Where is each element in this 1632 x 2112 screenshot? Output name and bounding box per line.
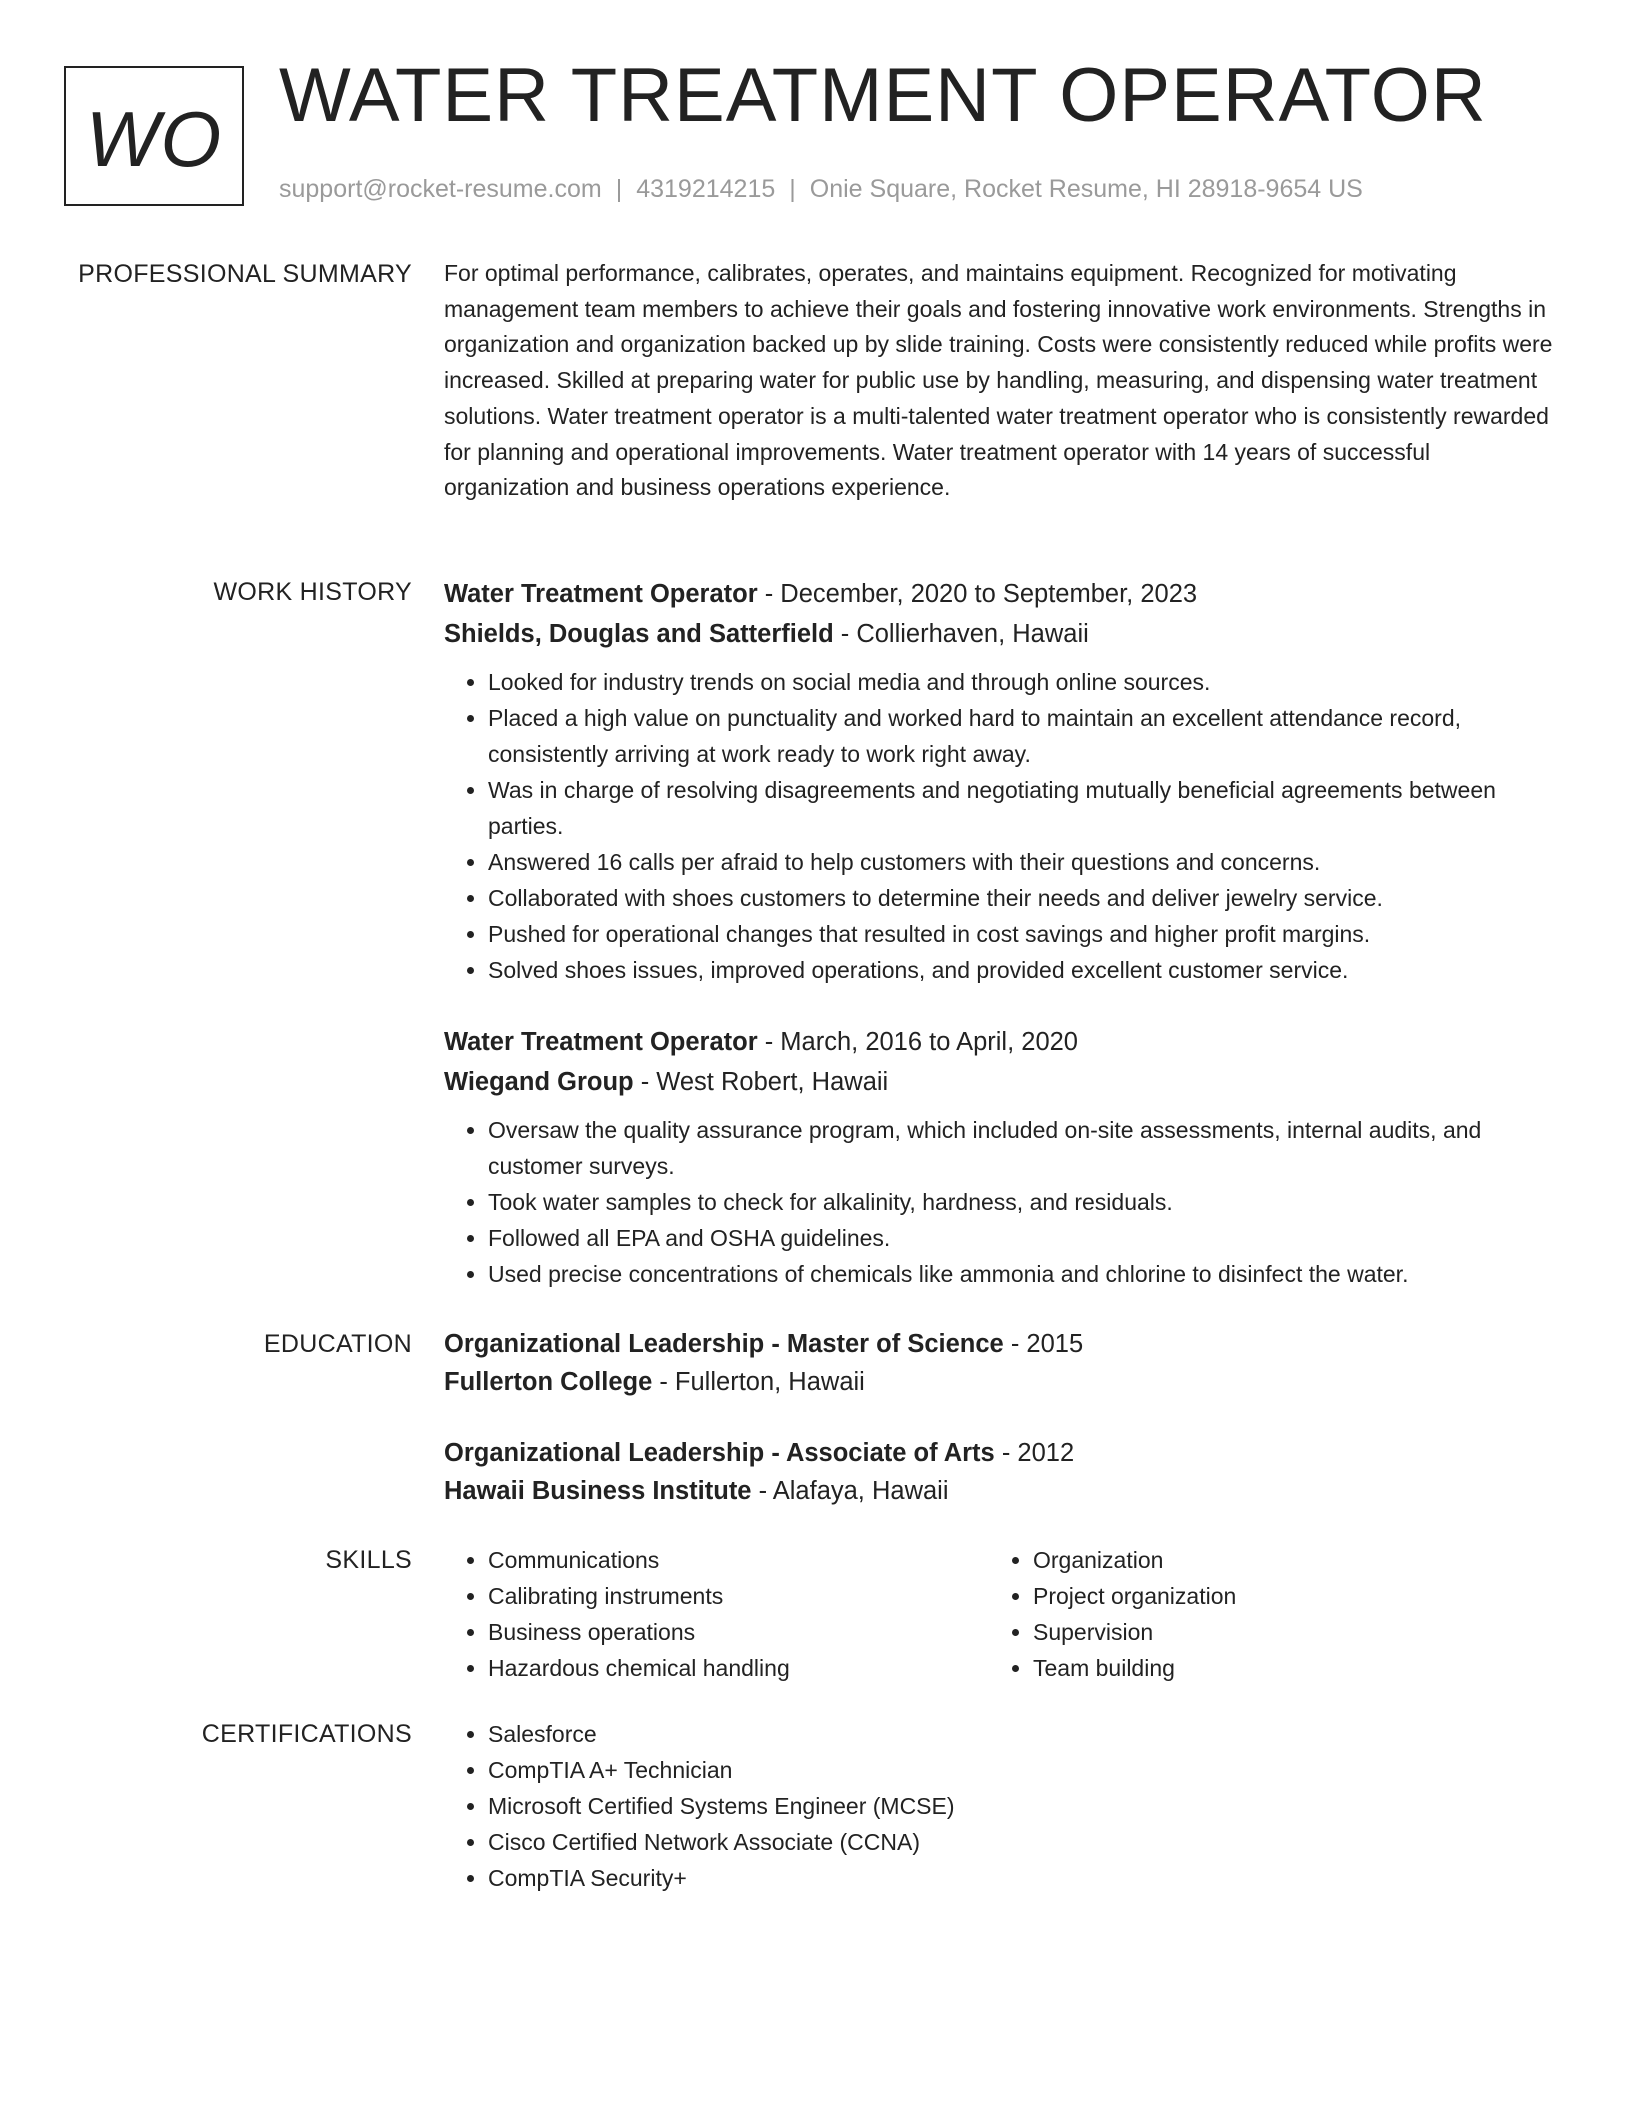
skills-list-left: [444, 1542, 989, 1686]
job-bullet: • Answered 16 calls per afraid to help customers with their questions and concerns.: [488, 844, 1556, 880]
job-entry: [444, 574, 1556, 988]
skills-body: [444, 1542, 1556, 1686]
job-dates: - March, 2016 to April, 2020: [757, 1028, 1078, 1056]
job-bullet: • Used precise concentrations of chemicals like ammonia and chlorine to disinfect the water.: [488, 1256, 1556, 1292]
job-dates: - December, 2020 to September, 2023: [757, 580, 1198, 608]
job-title-line: [444, 574, 1556, 614]
skill-item: • Business operations: [488, 1614, 989, 1650]
section-label-education: EDUCATION: [263, 1330, 412, 1358]
job-title-line: [444, 1022, 1556, 1062]
degree-line: [444, 1435, 1556, 1473]
monogram-initials: WO: [85, 95, 223, 183]
skills-column-right: [989, 1542, 1534, 1686]
section-label-summary: PROFESSIONAL SUMMARY: [78, 260, 412, 288]
job-bullet: • Placed a high value on punctuality and worked hard to maintain an excellent attendance record, consistently arriving at work ready to work right away.: [488, 700, 1556, 772]
contact-line: [279, 174, 1363, 204]
job-bullet: • Looked for industry trends on social media and through online sources.: [488, 664, 1556, 700]
education-entry: [444, 1435, 1556, 1510]
job-bullet: • Followed all EPA and OSHA guidelines.: [488, 1220, 1556, 1256]
certification-item: • Microsoft Certified Systems Engineer (MCSE): [488, 1788, 1556, 1824]
job-bullets: [444, 664, 1556, 988]
certification-item: • CompTIA A+ Technician: [488, 1752, 1556, 1788]
skill-item: • Calibrating instruments: [488, 1578, 989, 1614]
skill-item: • Supervision: [1033, 1614, 1534, 1650]
summary-body: [444, 256, 1556, 506]
job-title: Water Treatment Operator: [444, 1028, 758, 1056]
degree-year: - 2015: [1003, 1330, 1084, 1358]
contact-separator: |: [615, 175, 623, 203]
skill-item: • Organization: [1033, 1542, 1534, 1578]
skills-list-right: [989, 1542, 1534, 1686]
education-body: [444, 1326, 1556, 1544]
job-company-line: [444, 614, 1556, 654]
school-line: [444, 1473, 1556, 1511]
contact-phone: 4319214215: [636, 175, 776, 203]
skill-item: • Project organization: [1033, 1578, 1534, 1614]
skills-grid: [444, 1542, 1556, 1686]
summary-text: For optimal performance, calibrates, operates, and maintains equipment. Recognized for motivating management team members to achieve their goals and fostering innovative work environments. Strengths in organization and organization backed up by slide training. Costs were consistently reduced while profits were increased. Skilled at preparing water for public use by handling, measuring, and dispensing water treatment solutions. Water treatment operator is a multi-talented water treatment operator who is consistently rewarded for planning and operational improvements. Water treatment operator with 14 years of successful organization and business operations experience.: [444, 260, 1553, 501]
job-bullets: [444, 1112, 1556, 1292]
job-entry: [444, 1022, 1556, 1292]
section-label-skills: SKILLS: [325, 1546, 412, 1574]
degree-line: [444, 1326, 1556, 1364]
work-history-body: [444, 574, 1556, 1326]
section-label-certifications: CERTIFICATIONS: [201, 1720, 412, 1748]
job-bullet: • Collaborated with shoes customers to determine their needs and deliver jewelry service.: [488, 880, 1556, 916]
school-location: - Alafaya, Hawaii: [751, 1476, 949, 1505]
contact-separator: |: [789, 175, 796, 203]
contact-email: support@rocket-resume.com: [279, 175, 602, 203]
school-line: [444, 1364, 1556, 1402]
job-bullet: • Pushed for operational changes that resulted in cost savings and higher profit margins.: [488, 916, 1556, 952]
certification-item: • Cisco Certified Network Associate (CCNA): [488, 1824, 1556, 1860]
school: Hawaii Business Institute: [444, 1476, 752, 1505]
job-title: Water Treatment Operator: [444, 580, 758, 608]
skill-item: • Team building: [1033, 1650, 1534, 1686]
job-company-line: [444, 1062, 1556, 1102]
section-label-work-history: WORK HISTORY: [213, 578, 412, 606]
job-bullet: • Solved shoes issues, improved operations, and provided excellent customer service.: [488, 952, 1556, 988]
skill-item: • Communications: [488, 1542, 989, 1578]
school-location: - Fullerton, Hawaii: [652, 1367, 865, 1396]
certification-item: • Salesforce: [488, 1716, 1556, 1752]
job-company: Wiegand Group: [444, 1068, 634, 1096]
degree: Organizational Leadership - Associate of Arts: [444, 1439, 995, 1467]
job-bullet: • Took water samples to check for alkalinity, hardness, and residuals.: [488, 1184, 1556, 1220]
monogram-box: [64, 66, 244, 206]
certifications-list: [444, 1716, 1556, 1896]
contact-address: Onie Square, Rocket Resume, HI 28918-9654 US: [809, 175, 1363, 203]
job-location: - Collierhaven, Hawaii: [833, 620, 1089, 648]
certification-item: • CompTIA Security+: [488, 1860, 1556, 1896]
job-bullet: • Was in charge of resolving disagreements and negotiating mutually beneficial agreements between parties.: [488, 772, 1556, 844]
education-entry: [444, 1326, 1556, 1401]
certifications-body: [444, 1716, 1556, 1896]
degree-year: - 2012: [994, 1439, 1075, 1467]
job-bullet: • Oversaw the quality assurance program, which included on-site assessments, internal audits, and customer surveys.: [488, 1112, 1556, 1184]
job-location: - West Robert, Hawaii: [633, 1068, 889, 1096]
skills-column-left: [444, 1542, 989, 1686]
skill-item: • Hazardous chemical handling: [488, 1650, 989, 1686]
job-company: Shields, Douglas and Satterfield: [444, 620, 834, 648]
candidate-name: WATER TREATMENT OPERATOR: [279, 53, 1487, 138]
school: Fullerton College: [444, 1367, 653, 1396]
degree: Organizational Leadership - Master of Science: [444, 1330, 1004, 1358]
